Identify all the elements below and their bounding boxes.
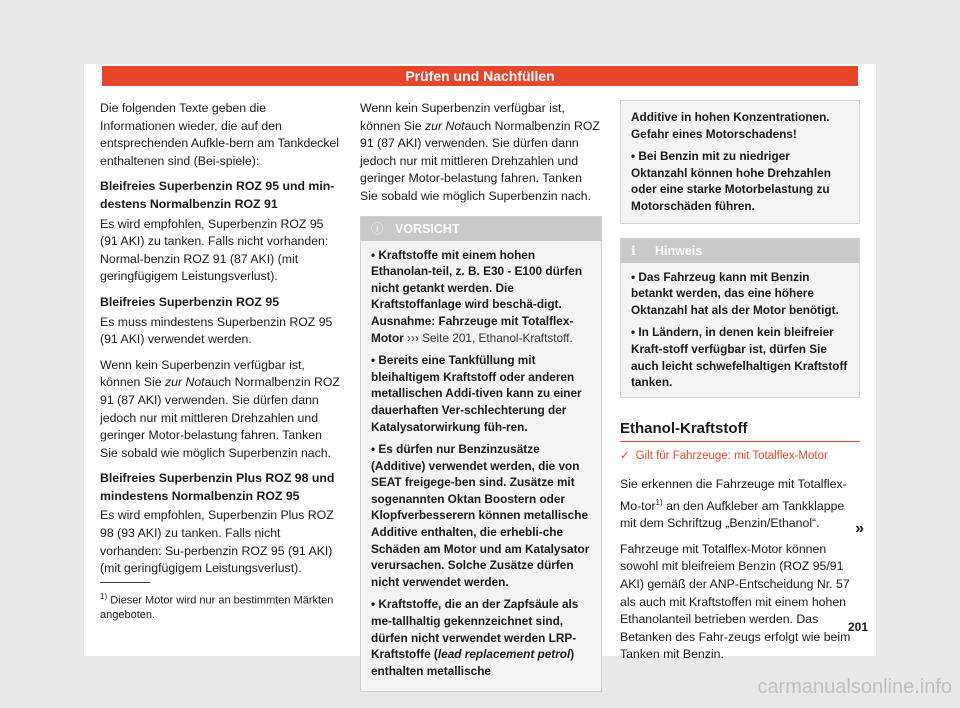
- paragraph: Es wird empfohlen, Superbenzin Plus ROZ 98 (93 AKI) zu tanken. Falls nicht vorhanden: Su-perbenzin ROZ 95 (91 AKI) (mit geringfügigem Leistungsverlust).: [100, 508, 334, 576]
- intro-text: Die folgenden Texte geben die Informationen wieder, die auf den entsprechenden Aufkle-bern am Tankdeckel enthaltenen sind (Bei-spiele):: [100, 101, 340, 168]
- note-title: Hinweis: [655, 243, 703, 258]
- caution-title-bar: [361, 217, 601, 241]
- footnote-divider: [100, 582, 150, 583]
- paragraph: [360, 100, 602, 206]
- column-1: [100, 100, 342, 586]
- note-box: [620, 238, 860, 398]
- caution-item: • Bei Benzin mit zu niedriger Oktanzahl können hohe Drehzahlen oder eine starke Motorbelastung zu Motorschäden führen.: [631, 149, 831, 213]
- caution-item: [371, 596, 591, 679]
- info-icon: ℹ: [631, 243, 636, 258]
- text: auch Normalbenzin ROZ 91 (87 AKI) verwenden. Sie dürfen dann jedoch nur mit mittleren Drehzahlen und geringer Motor-belastung fahren. Tanken Sie sobald wie möglich Superbenzin nach.: [100, 375, 340, 460]
- note-item: • Das Fahrzeug kann mit Benzin betankt werden, das eine höhere Oktanzahl hat als der Motor benötigt.: [631, 269, 839, 317]
- paragraph: Fahrzeuge mit Totalflex-Motor können sowohl mit bleifreiem Benzin (ROZ 95/91 AKI) gemäß der ANP-Entscheidung Nr. 57 als auch mit Kraftstoffen mit einem hohen Ethanolanteil betrieben werden. Das Betanken des Fahr-zeugs erfolgt wie beim Tanken mit Benzin.: [620, 541, 851, 662]
- watermark: carmanualsonline.info: [757, 676, 952, 698]
- text: an den Aufkleber am Tankklappe mit dem Schriftzug „Benzin/Ethanol“.: [620, 498, 845, 531]
- paragraph: Es muss mindestens Superbenzin ROZ 95 (91 AKI) verwendet werden.: [100, 314, 333, 347]
- caution-box: [360, 216, 602, 693]
- subheading-roz95-91: Bleifreies Superbenzin ROZ 95 und min-destens Normalbenzin ROZ 91: [100, 179, 335, 211]
- note-item: • In Ländern, in denen kein bleifreier Kraft-stoff verfügbar ist, dürfen Sie auch leicht schwefelhaltigen Kraftstoff tanken.: [631, 325, 848, 390]
- text: Wenn kein Superbenzin verfügbar ist, können Sie: [100, 357, 305, 390]
- applies-to: [620, 448, 860, 466]
- paragraph: [620, 476, 860, 533]
- caution-body: [361, 241, 601, 692]
- caution-continued: [620, 100, 860, 224]
- column-2: [360, 100, 602, 692]
- page-reference-link[interactable]: ››› Seite 201, Ethanol-Kraftstoff.: [407, 330, 573, 345]
- caution-item: • Bereits eine Tankfüllung mit bleihaltigem Kraftstoff oder anderen metallischen Addi-tiven kann zu einer dauerhaften Ver-schlechterung der Katalysatorwirkung füh-ren.: [371, 353, 582, 434]
- caution-item: Additive in hohen Konzentrationen. Gefahr eines Motorschadens!: [631, 110, 830, 141]
- applies-text: Gilt für Fahrzeuge: mit Totalflex-Motor: [635, 450, 828, 463]
- caution-item: [371, 247, 591, 347]
- caution-item: • Es dürfen nur Benzinzusätze (Additive) verwendet werden, die von SEAT freigege-ben sind. Zusätze mit sogenannten Oktan Boostern oder Klopfverbesserern können metallische Additive enthalten, die erhebli-che Schäden am Motor und am Katalysator verursachen. Solche Zusätze dürfen nicht verwendet werden.: [371, 442, 590, 589]
- footnote-text: Dieser Motor wird nur an bestimmten Märkten angeboten.: [100, 594, 334, 621]
- note-title-bar: [621, 239, 859, 263]
- subheading-roz98: Bleifreies Superbenzin Plus ROZ 98 und mindestens Normalbenzin ROZ 95: [100, 471, 335, 503]
- check-icon: ✓: [620, 450, 630, 463]
- footnote: [100, 590, 350, 622]
- text: auch Normalbenzin ROZ 91 (87 AKI) verwenden. Sie dürfen dann jedoch nur mit mittleren Drehzahlen und geringer Motor-belastung fahren. Tanken Sie sobald wie möglich Superbenzin nach.: [360, 118, 600, 203]
- column-3: [620, 100, 860, 672]
- continue-marker: »: [855, 520, 864, 537]
- emphasis: zur Not: [164, 375, 205, 390]
- manual-page: [84, 64, 876, 678]
- text: • Kraftstoffe, die an der Zapfsäule als me-tallhaltig gekennzeichnet sind, dürfen nicht verwendet werden LRP-Kraftstoffe (: [371, 597, 579, 662]
- section-title: Ethanol-Kraftstoff: [620, 420, 860, 443]
- caution-title: VORSICHT: [395, 221, 460, 236]
- emphasis: zur Not: [424, 118, 465, 133]
- text: Sie erkennen die Fahrzeuge mit Totalflex-Mo-tor: [620, 476, 847, 513]
- footnote-marker: 1): [655, 497, 663, 507]
- note-body: [621, 263, 859, 397]
- paragraph: [100, 357, 342, 463]
- paragraph: Es wird empfohlen, Superbenzin ROZ 95 (91 AKI) zu tanken. Falls nicht vorhanden: Normal-benzin ROZ 91 (87 AKI) (mit geringfügigem Leistungsverlust).: [100, 216, 329, 284]
- text: Wenn kein Superbenzin verfügbar ist, können Sie: [360, 101, 565, 133]
- info-circle-icon: ⓘ: [371, 221, 384, 236]
- text: ) enthalten metallische: [371, 647, 575, 678]
- text: • Kraftstoffe mit einem hohen Ethanolan-teil, z. B. E30 - E100 dürfen nicht getankt werden. Die Kraftstoffanlage wird beschä-digt. Ausnahme: Fahrzeuge mit Totalflex-Motor: [371, 247, 583, 345]
- page-header: Prüfen und Nachfüllen: [102, 66, 858, 86]
- footnote-mark: 1): [100, 592, 108, 601]
- page-number: 201: [847, 620, 868, 634]
- subheading-roz95: Bleifreies Superbenzin ROZ 95: [100, 294, 280, 309]
- emphasis: lead replacement petrol: [437, 647, 571, 662]
